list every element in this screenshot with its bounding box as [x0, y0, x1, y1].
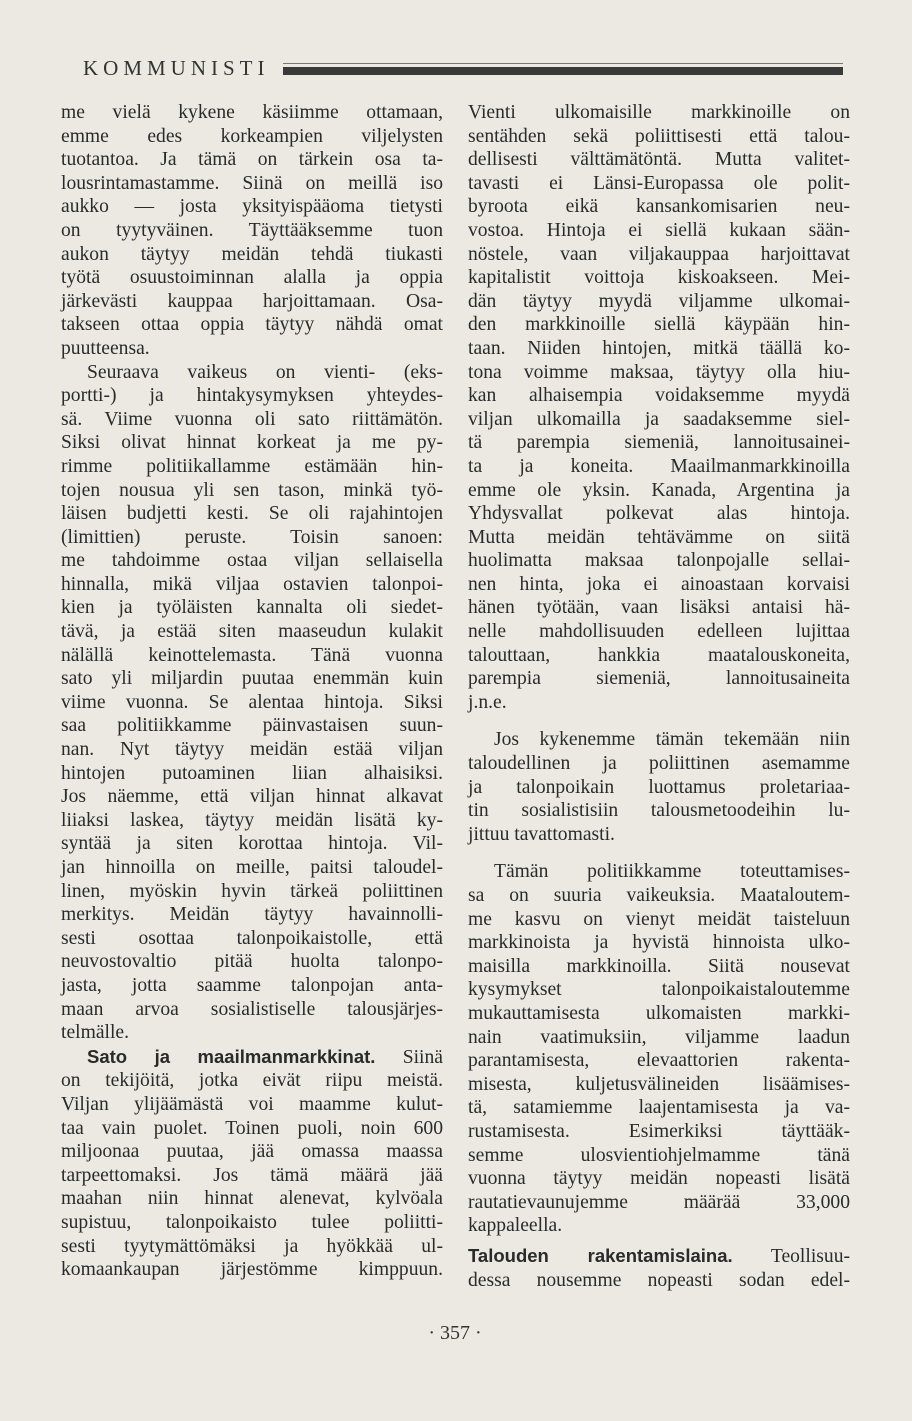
text-line: emme edes korkeampien viljelysten — [61, 125, 443, 147]
text-line: huolimatta maksaa talonpojalle sellai- — [468, 550, 850, 572]
text-line: syntää ja siten korottaa hintoja. Vil- — [61, 833, 443, 855]
running-header — [83, 54, 843, 82]
text-line: miljoonaa puutaa, jää omassa maassa — [61, 1141, 443, 1163]
text-line: parempia siemeniä, lannoitusaineita — [468, 668, 850, 690]
text-line: parantamisesta, elevaattorien rakenta- — [468, 1050, 850, 1072]
text-line: linen, myöskin hyvin tärkeä poliittinen — [61, 880, 443, 902]
left-column — [61, 101, 443, 1282]
text-line: sesti tyytymättömäksi ja hyökkää ul- — [61, 1235, 443, 1257]
text-line: Mutta meidän tehtävämme on siitä — [468, 526, 850, 548]
text-line: sato yli miljardin puutaa enemmän kuin — [61, 668, 443, 690]
text-line: tona voimme maksaa, täytyy olla hiu- — [468, 361, 850, 383]
text-line: nelle mahdollisuuden edelleen lujittaa — [468, 621, 850, 643]
text-line: vuonna täytyy meidän nopeasti lisätä — [468, 1168, 850, 1190]
text-line: dän täytyy myydä viljamme ulkomai- — [468, 290, 850, 312]
right-paragraph-3 — [468, 860, 850, 1238]
text-line: sa on suuria vaikeuksia. Maataloutem- — [468, 885, 850, 906]
text-line: Seuraava vaikeus on vienti- (eks- — [87, 361, 443, 383]
text-line: tojen nousua yli sen tason, minkä työ- — [61, 479, 443, 501]
text-line: talouttaan, hankkia maatalouskoneita, — [468, 644, 850, 666]
text-line: hintojen putoaminen liian alhaisiksi. — [61, 762, 443, 784]
text-line: järkevästi kauppaa harjoittamaan. Osa- — [61, 290, 443, 312]
section-heading: Talouden rakentamislaina. — [468, 1244, 733, 1266]
text-line: kien ja työläisten kannalta oli siedet- — [61, 597, 443, 619]
text-line: taan. Niiden hintojen, mitkä täällä ko- — [468, 337, 850, 359]
text-line: taa vain puolet. Toinen puoli, noin 600 — [61, 1117, 443, 1139]
text-line: telmälle. — [61, 1022, 130, 1044]
left-paragraph-1 — [61, 101, 443, 361]
text-line: liiaksi laskea, täytyy meidän lisätä ky- — [61, 809, 443, 831]
text-line: Tämän politiikkamme toteuttamises- — [494, 861, 850, 883]
right-paragraph-4-body — [468, 1269, 850, 1293]
text-line: rimme politiikallamme estämään hin- — [61, 455, 443, 477]
text-line: tä, satamiemme laajentamisesta ja va- — [468, 1097, 850, 1119]
text-line: nöstele, vaan viljakauppaa harjoittavat — [468, 243, 850, 265]
journal-title: KOMMUNISTI — [83, 56, 270, 80]
text-line: nan. Nyt täytyy meidän estää viljan — [61, 739, 443, 761]
right-paragraph-4 — [468, 1244, 850, 1292]
left-paragraph-3 — [61, 1045, 443, 1282]
text-line: Jos kykenemme tämän tekemään niin — [494, 729, 850, 751]
text-line: tavasti ei Länsi-Europassa ole polit- — [468, 172, 850, 194]
left-paragraph-3-body — [61, 1069, 443, 1281]
text-line: maahan niin hinnat alenevat, kylvöala — [61, 1188, 443, 1210]
text-line: tävä, ja estää siten maaseudun kulakit — [61, 621, 443, 643]
text-line: saa politiikkamme päinvastaisen suun- — [61, 715, 443, 737]
text-line: maan arvoa sosialistiselle talousjärjes- — [61, 998, 443, 1020]
text-line: aukon täytyy meidän tehdä tiukasti — [61, 243, 443, 265]
text-line: tin sosialistisiin talousmetoodeihin lu- — [468, 800, 850, 822]
right-paragraph-2 — [468, 728, 850, 846]
header-rule-thin — [283, 63, 843, 64]
text-line: emme ole yksin. Kanada, Argentina ja — [468, 479, 850, 501]
paragraph-gap — [468, 714, 850, 728]
text-line: hinnalla, mikä viljaa ostavien talonpoi- — [61, 573, 443, 595]
text-line: viime vuonna. Se alentaa hintoja. Siksi — [61, 691, 443, 713]
section-heading-rest: Teollisuu- — [770, 1245, 851, 1267]
text-line: puutteensa. — [61, 337, 150, 359]
header-rule — [283, 67, 843, 75]
section-heading-line — [61, 1045, 443, 1070]
text-line: kysymykset talonpoikaistaloutemme — [468, 979, 850, 1001]
text-line: tuotantoa. Ja tämä on tärkein osa ta- — [61, 149, 443, 171]
text-line: me vielä kykene käsiimme ottamaan, — [61, 102, 443, 123]
text-line: me tahdoimme ostaa viljan sellaisella — [61, 550, 443, 572]
text-line: maisilla markkinoilla. Siitä nousevat — [468, 955, 850, 977]
text-line: rustamisesta. Esimerkiksi täyttääk- — [468, 1120, 850, 1142]
section-heading: Sato ja maailmanmarkkinat. — [87, 1045, 376, 1067]
text-line: komaankaupan järjestömme kimppuun. — [61, 1259, 443, 1281]
text-line: tä parempia siemeniä, lannoitusainei- — [468, 432, 850, 454]
text-line: kapitalistit voittoja kiskoakseen. Mei- — [468, 267, 850, 289]
text-line: kappaleella. — [468, 1215, 563, 1237]
text-line: ta ja koneita. Maailmanmarkkinoilla — [468, 455, 850, 477]
right-column — [468, 101, 850, 1292]
text-line: lousrintamastamme. Siinä on meillä iso — [61, 172, 443, 194]
text-line: portti-) ja hintakysymyksen yhteydes- — [61, 385, 443, 407]
text-line: kan alhaisempia voidaksemme myydä — [468, 385, 850, 407]
text-line: Yhdysvallat polkevat alas hintoja. — [468, 503, 850, 525]
text-line: jittuu tavattomasti. — [468, 823, 615, 845]
right-paragraph-1 — [468, 101, 850, 714]
text-line: taloudellinen ja poliittinen asemamme — [468, 753, 850, 775]
text-line: nälällä keinottelemasta. Tänä vuonna — [61, 644, 443, 666]
text-line: j.n.e. — [468, 691, 507, 713]
text-line: misesta, kuljetusvälineiden lisäämises- — [468, 1073, 850, 1095]
text-line: Vienti ulkomaisille markkinoille on — [468, 102, 850, 123]
text-line: semme ulosvientiohjelmamme tänä — [468, 1144, 850, 1166]
text-line: jan hinnoilla on meille, paitsi taloudel- — [61, 857, 443, 878]
text-line: sesti osottaa talonpoikaistolle, että — [61, 927, 443, 949]
paragraph-gap — [468, 846, 850, 860]
text-line: neuvostovaltio pitää huolta talonpo- — [61, 951, 443, 973]
text-line: vostoa. Hintoja ei siellä kukaan sään- — [468, 219, 850, 241]
text-line: ja talonpoikain luottamus proletariaa- — [468, 776, 850, 798]
text-line: takseen ottaa oppia täytyy nähdä omat — [61, 314, 443, 336]
text-line: rautatievaunujemme määrää 33,000 — [468, 1191, 850, 1213]
text-line: dessa nousemme nopeasti sodan edel- — [468, 1269, 850, 1291]
text-line: on tyytyväinen. Täyttääksemme tuon — [61, 219, 443, 241]
left-paragraph-2 — [61, 361, 443, 1045]
text-line: tarpeettomaksi. Jos tämä määrä jää — [61, 1164, 443, 1186]
text-line: sentähden sekä poliittisesti että talou- — [468, 125, 850, 147]
text-line: dellisesti välttämätöntä. Mutta valitet- — [468, 149, 850, 171]
text-line: supistuu, talonpoikaisto tulee poliitti- — [61, 1211, 443, 1233]
text-line: Jos näemme, että viljan hinnat alkavat — [61, 786, 443, 808]
text-line: byroota eikä kansankomisarien neu- — [468, 196, 850, 218]
text-line: merkitys. Meidän täytyy havainnolli- — [61, 904, 443, 926]
text-line: Siksi olivat hinnat korkeat ja me py- — [61, 432, 443, 454]
text-line: sä. Viime vuonna oli sato riittämätön. — [61, 408, 443, 430]
text-line: hänen työtään, vaan lisäksi antaisi hä- — [468, 597, 850, 619]
text-line: jasta, jotta saamme talonpojan anta- — [61, 974, 443, 996]
text-line: työtä osuustoiminnan alalla ja oppia — [61, 267, 443, 289]
text-line: nain vaatimuksiin, viljamme laadun — [468, 1026, 850, 1048]
text-line: viljan ulkomailla ja saadaksemme siel- — [468, 408, 850, 430]
text-line: aukko — josta yksityispääoma tietysti — [61, 196, 443, 218]
text-line: markkinoista ja hyvistä hinnoista ulko- — [468, 932, 850, 954]
text-line: (limittien) peruste. Toisin sanoen: — [61, 526, 443, 548]
text-line: me kasvu on vienyt meidät taisteluun — [468, 908, 850, 930]
text-line: mukauttamisesta ulkomaisten markki- — [468, 1002, 850, 1024]
text-line: nen hinta, joka ei ainoastaan korvaisi — [468, 573, 850, 595]
text-line: den markkinoille siellä käypään hin- — [468, 314, 850, 336]
text-line: on tekijöitä, jotka eivät riipu meistä. — [61, 1070, 443, 1092]
text-line: läisen budjetti kesti. Se oli rajahintojen — [61, 503, 443, 525]
section-heading-rest: Siinä — [402, 1046, 443, 1068]
text-line: Viljan ylijäämästä voi maamme kulut- — [61, 1093, 443, 1115]
page-number: · 357 · — [428, 1322, 482, 1344]
section-heading-line — [468, 1244, 850, 1269]
